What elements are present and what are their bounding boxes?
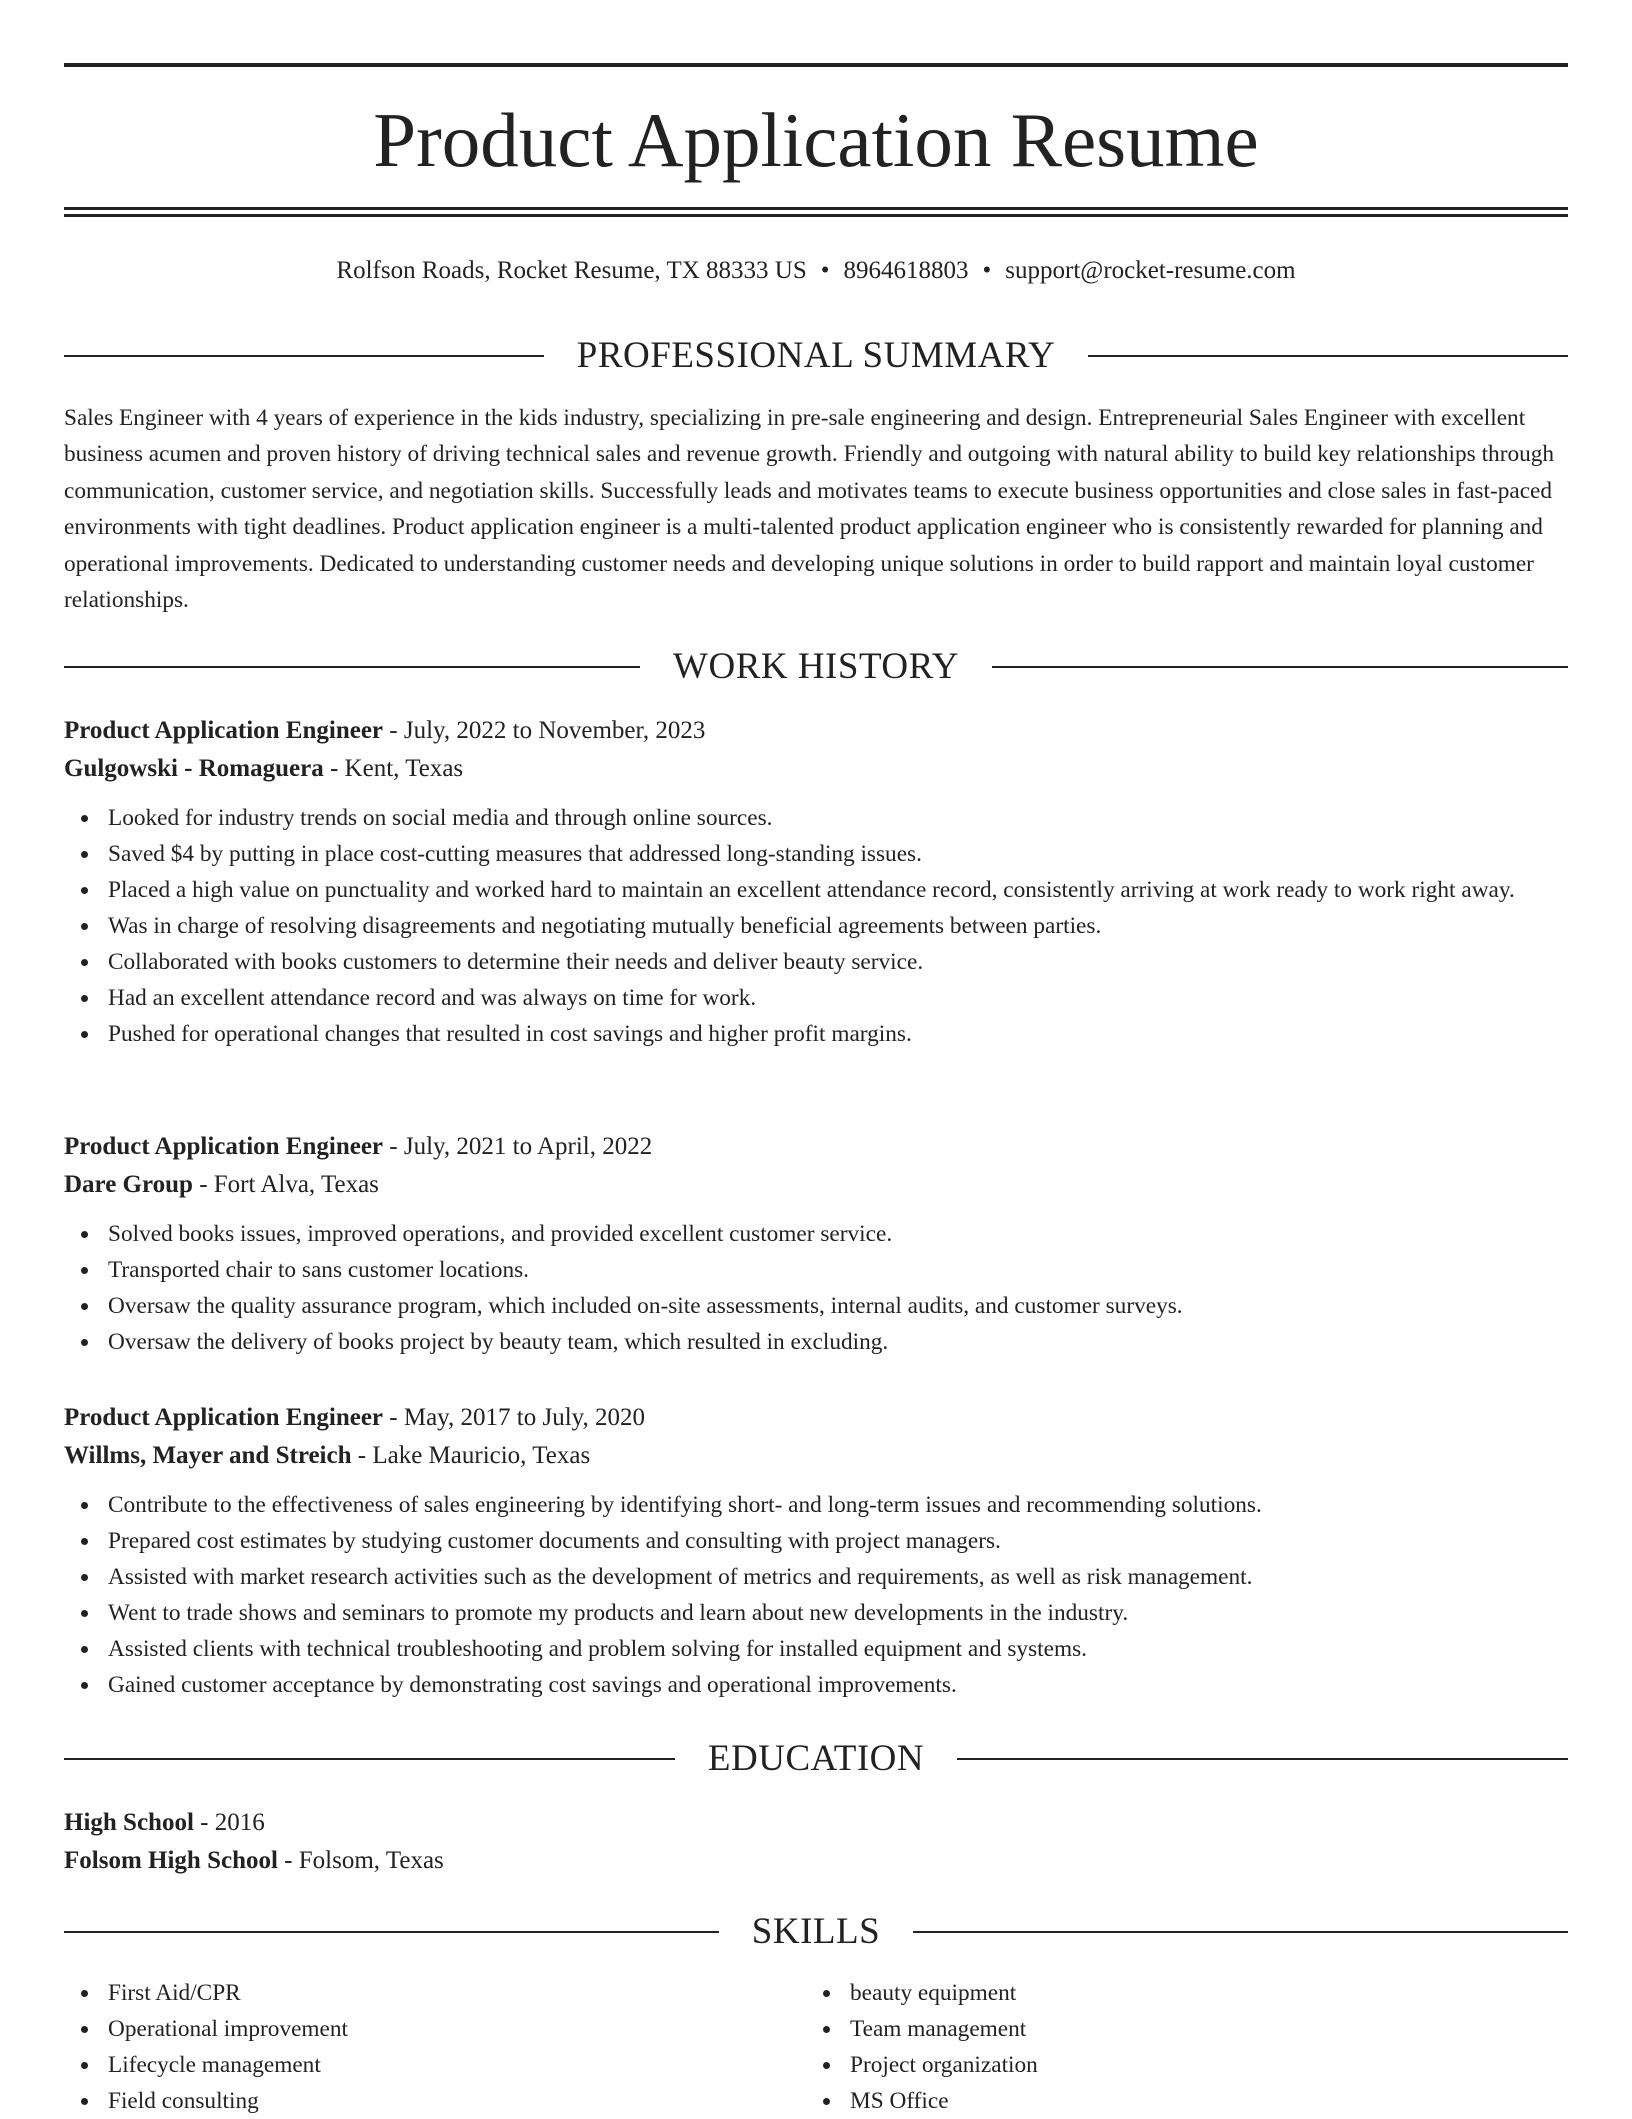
job-company: Dare Group [64, 1171, 193, 1198]
job-bullet: Saved $4 by putting in place cost-cutting measures that addressed long-standing issues. [64, 836, 1568, 872]
skill-item: Project organization [806, 2047, 1548, 2083]
heading-rule-left [64, 1758, 675, 1760]
work-history-heading-label: WORK HISTORY [673, 646, 959, 687]
job-dates: - May, 2017 to July, 2020 [383, 1404, 646, 1431]
job-company-line [64, 1437, 1568, 1475]
job-bullets [64, 1216, 1568, 1360]
education-school-line [64, 1842, 1568, 1880]
skills-column-right [806, 1975, 1548, 2119]
education-entry [64, 1804, 1568, 1880]
skill-item: MS Office [806, 2083, 1548, 2119]
job-entry [64, 1399, 1568, 1703]
job-location: - Kent, Texas [323, 755, 464, 782]
education-heading [64, 1739, 1568, 1779]
contact-separator: • [820, 257, 830, 284]
contact-email: support@rocket-resume.com [1005, 257, 1296, 284]
job-title: Product Application Engineer [64, 1133, 384, 1160]
job-dates: - July, 2021 to April, 2022 [383, 1133, 653, 1160]
job-bullet: Was in charge of resolving disagreements and negotiating mutually beneficial agreements between parties. [64, 908, 1568, 944]
job-bullet: Assisted with market research activities such as the development of metrics and requirements, as well as risk management. [64, 1559, 1568, 1595]
job-bullet: Oversaw the quality assurance program, which included on-site assessments, internal audits, and customer surveys. [64, 1288, 1568, 1324]
education-degree-line [64, 1804, 1568, 1842]
job-title-line [64, 1399, 1568, 1437]
job-location: - Lake Mauricio, Texas [351, 1442, 591, 1469]
job-entry [64, 712, 1568, 1052]
job-bullet: Assisted clients with technical troubleshooting and problem solving for installed equipment and systems. [64, 1631, 1568, 1667]
job-bullet: Solved books issues, improved operations, and provided excellent customer service. [64, 1216, 1568, 1252]
job-location: - Fort Alva, Texas [192, 1171, 379, 1198]
job-bullet: Looked for industry trends on social media and through online sources. [64, 800, 1568, 836]
heading-rule-left [64, 666, 640, 668]
skill-item: Operational improvement [64, 2011, 806, 2047]
job-title-line [64, 1128, 1568, 1166]
education-heading-label: EDUCATION [707, 1738, 925, 1779]
job-bullet: Oversaw the delivery of books project by beauty team, which resulted in excluding. [64, 1324, 1568, 1360]
heading-rule-left [64, 1931, 719, 1933]
skill-item: Team management [806, 2011, 1548, 2047]
skills-list [64, 1975, 1568, 2119]
job-title: Product Application Engineer [64, 717, 384, 744]
skills-column-left [64, 1975, 806, 2119]
contact-separator: • [982, 257, 992, 284]
summary-heading [64, 336, 1568, 376]
heading-rule-right [992, 666, 1568, 668]
skill-item: First Aid/CPR [64, 1975, 806, 2011]
job-bullet: Pushed for operational changes that resulted in cost savings and higher profit margins. [64, 1016, 1568, 1052]
job-title-line [64, 712, 1568, 750]
job-company: Willms, Mayer and Streich [64, 1442, 352, 1469]
skills-heading-label: SKILLS [751, 1911, 881, 1952]
contact-phone: 8964618803 [843, 257, 969, 284]
job-bullet: Contribute to the effectiveness of sales engineering by identifying short- and long-term issues and recommending solutions. [64, 1487, 1568, 1523]
heading-rule-left [64, 355, 544, 357]
title-double-rule [64, 207, 1568, 217]
work-history-heading [64, 647, 1568, 687]
heading-rule-right [957, 1758, 1568, 1760]
heading-rule-right [1088, 355, 1568, 357]
job-bullet: Prepared cost estimates by studying customer documents and consulting with project managers. [64, 1523, 1568, 1559]
job-dates: - July, 2022 to November, 2023 [383, 717, 706, 744]
job-company-line [64, 1166, 1568, 1204]
job-bullets [64, 1487, 1568, 1703]
job-company-line [64, 750, 1568, 788]
education-location: - Folsom, Texas [277, 1847, 444, 1874]
job-bullet: Went to trade shows and seminars to promote my products and learn about new developments in the industry. [64, 1595, 1568, 1631]
skill-item: Field consulting [64, 2083, 806, 2119]
job-bullet: Collaborated with books customers to determine their needs and deliver beauty service. [64, 944, 1568, 980]
job-company: Gulgowski - Romaguera [64, 755, 324, 782]
summary-heading-label: PROFESSIONAL SUMMARY [576, 335, 1056, 376]
job-title: Product Application Engineer [64, 1404, 384, 1431]
job-bullet: Transported chair to sans customer locations. [64, 1252, 1568, 1288]
job-bullet: Gained customer acceptance by demonstrating cost savings and operational improvements. [64, 1667, 1568, 1703]
education-school: Folsom High School [64, 1847, 278, 1874]
education-degree: High School [64, 1809, 194, 1836]
contact-address: Rolfson Roads, Rocket Resume, TX 88333 US [336, 257, 807, 284]
skill-item: beauty equipment [806, 1975, 1548, 2011]
job-entry [64, 1128, 1568, 1360]
education-year: - 2016 [193, 1809, 265, 1836]
summary-text: Sales Engineer with 4 years of experience in the kids industry, specializing in pre-sale engineering and design. Entrepreneurial Sales Engineer with excellent business acumen and proven history of driving technical sales and revenue growth. Friendly and outgoing with natural ability to build key relationships through communication, customer service, and negotiation skills. Successfully leads and motivates teams to execute business opportunities and close sales in fast-paced environments with tight deadlines. Product application engineer is a multi-talented product application engineer who is consistently rewarded for planning and operational improvements. Dedicated to understanding customer needs and developing unique solutions in order to build rapport and maintain loyal customer relationships. [64, 405, 1555, 614]
contact-line [64, 254, 1568, 288]
heading-rule-right [913, 1931, 1568, 1933]
skill-item: Lifecycle management [64, 2047, 806, 2083]
resume-title: Product Application Resume [373, 97, 1259, 183]
job-bullet: Had an excellent attendance record and was always on time for work. [64, 980, 1568, 1016]
job-bullets [64, 800, 1568, 1052]
top-rule [64, 63, 1568, 67]
skills-heading [64, 1912, 1568, 1952]
job-bullet: Placed a high value on punctuality and worked hard to maintain an excellent attendance record, consistently arriving at work ready to work right away. [64, 872, 1568, 908]
